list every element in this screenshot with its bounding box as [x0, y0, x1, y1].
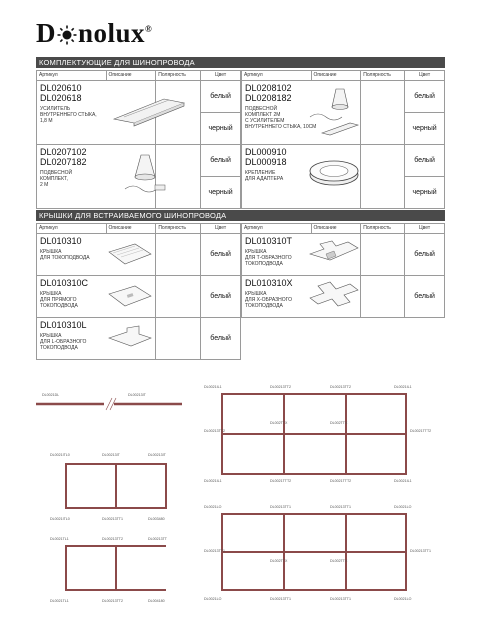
color-white: белый	[201, 234, 241, 276]
header-article: Артикул	[242, 224, 312, 234]
description-line: ПОДВЕСНОЙ	[245, 106, 278, 112]
header-description: Описание	[311, 71, 361, 81]
cover-rect-icon	[105, 240, 155, 270]
header-article: Артикул	[37, 224, 107, 234]
article-number: DL010310X	[245, 278, 293, 288]
cover-t-icon	[306, 240, 362, 270]
diagram-label: DL00213TT1	[330, 505, 351, 509]
covers-table-left	[36, 223, 241, 360]
header-polarity: Полярность	[156, 224, 201, 234]
track-layout-diagrams-right	[200, 380, 450, 610]
diagram-label: DL0021TTT2	[330, 479, 352, 483]
description-line: ДЛЯ АДАПТЕРА	[245, 176, 284, 182]
description-line: ТОКОПОДВОДА	[40, 303, 78, 309]
color-white: белый	[405, 145, 445, 177]
polarity-cell	[156, 318, 201, 360]
accessories-table-left	[36, 70, 241, 209]
diagram-label: DL00213IT	[128, 393, 146, 397]
article-number: DL010310L	[40, 320, 87, 330]
article-number: DL020618	[40, 93, 82, 103]
header-article: Артикул	[37, 71, 107, 81]
accessories-table-right	[241, 70, 445, 209]
section-accessories-title: КОМПЛЕКТУЮЩИЕ ДЛЯ ШИНОПРОВОДА	[36, 57, 445, 68]
diagram-label: DL0021DL	[42, 393, 60, 397]
color-black: черный	[201, 113, 241, 145]
color-black: черный	[201, 177, 241, 209]
diagram-label: DL00213TT2	[270, 385, 291, 389]
article-number: DL0207182	[40, 157, 87, 167]
article-number: DL010310	[40, 236, 82, 246]
diagram-label: DL00213TT1	[270, 505, 291, 509]
polarity-cell	[361, 234, 405, 276]
brand-suffix: nolux	[78, 18, 146, 48]
header-color: Цвет	[201, 224, 241, 234]
registered-mark: ®	[145, 24, 153, 34]
diagram-label: DL0021ITL0	[50, 517, 70, 521]
color-white: белый	[201, 81, 241, 113]
diagram-label: DL00213IT	[102, 453, 120, 457]
polarity-cell	[156, 234, 201, 276]
brand-prefix: D	[36, 18, 56, 48]
covers-table-right	[241, 223, 445, 318]
color-white: белый	[201, 276, 241, 318]
color-black: черный	[405, 177, 445, 209]
diagram-label: DL00213TT1	[410, 549, 431, 553]
cover-x-icon	[306, 280, 362, 314]
product-cell	[242, 145, 361, 209]
description-line: КРЫШКА	[245, 249, 267, 255]
product-cell	[37, 276, 156, 318]
cover-straight-icon	[105, 282, 155, 312]
header-description: Описание	[106, 71, 156, 81]
description-line: КРЫШКА	[40, 333, 62, 339]
suspension-kit-reinforcement-icon	[302, 83, 362, 141]
adapter-mount-disc-icon	[306, 153, 362, 193]
description-line: ДЛЯ ПРЯМОГО	[40, 297, 77, 303]
header-polarity: Полярность	[361, 71, 405, 81]
diagram-label: DL0021IL1	[204, 385, 222, 389]
diagram-label: DL00213TT	[148, 537, 167, 541]
product-cell	[242, 234, 361, 276]
diagram-label: DL0021TL1	[50, 599, 69, 603]
description-line: КРЫШКА	[40, 291, 62, 297]
description-line: КРЫШКА	[40, 249, 62, 255]
polarity-cell	[361, 81, 405, 145]
product-cell	[37, 81, 156, 145]
description-line: КОМПЛЕКТ 2М	[245, 112, 281, 118]
diagram-label: DL0021IL1	[204, 479, 222, 483]
polarity-cell	[361, 276, 405, 318]
diagram-label: DL0021ITL0	[50, 453, 70, 457]
diagram-label: DL0021LO	[204, 505, 222, 509]
color-white: белый	[201, 318, 241, 360]
header-color: Цвет	[405, 224, 445, 234]
diagram-label: DL00213TT2	[102, 599, 123, 603]
description-line: ВНУТРЕННЕГО СТЫКА,	[40, 112, 97, 118]
diagram-label: DL003480	[148, 517, 165, 521]
article-number: DL010310C	[40, 278, 89, 288]
description-line: ДЛЯ ТОКОПОДВОДА	[40, 255, 90, 261]
section-covers-title: КРЫШКИ ДЛЯ ВСТРАИВАЕМОГО ШИНОПРОВОДА	[36, 210, 445, 221]
color-white: белый	[405, 276, 445, 318]
diagram-label: DL00213TT1	[270, 597, 291, 601]
diagram-label: DL00213TT2	[330, 385, 351, 389]
diagram-label: DL00213TT1	[102, 517, 123, 521]
header-description: Описание	[106, 224, 156, 234]
article-number: DL0207102	[40, 147, 87, 157]
description-line: ДЛЯ Т-ОБРАЗНОГО	[245, 255, 292, 261]
product-cell	[242, 81, 361, 145]
color-white: белый	[405, 81, 445, 113]
product-cell	[242, 276, 361, 318]
diagram-label: DL0021IL1	[394, 479, 412, 483]
header-polarity: Полярность	[156, 71, 201, 81]
article-number: DL0208182	[245, 93, 292, 103]
diagram-label: DL00213TT1	[330, 597, 351, 601]
product-cell	[37, 318, 156, 360]
description-line: ДЛЯ Х-ОБРАЗНОГО	[245, 297, 292, 303]
diagram-label: DL004180	[148, 599, 165, 603]
diagram-label: DL0021TTT2	[270, 479, 292, 483]
description-line: ПОДВЕСНОЙ	[40, 170, 73, 176]
diagram-label: DL002TTX	[330, 421, 348, 425]
diagram-label: DL00213TT2	[102, 537, 123, 541]
product-cell	[37, 234, 156, 276]
description-line: 2 М	[40, 182, 49, 188]
article-number: DL0208102	[245, 83, 292, 93]
diagram-label: DL0021TTT2	[410, 429, 432, 433]
description-line: УСИЛИТЕЛЬ	[40, 106, 71, 112]
diagram-label: DL0021IL1	[394, 385, 412, 389]
article-number: DL010310T	[245, 236, 293, 246]
polarity-cell	[361, 145, 405, 209]
description-line: ДЛЯ L-ОБРАЗНОГО	[40, 339, 87, 345]
description-line: ТОКОПОДВОДА	[40, 345, 78, 351]
header-description: Описание	[311, 224, 361, 234]
diagram-label: DL002TTX	[270, 559, 288, 563]
suspension-kit-cone-icon	[115, 149, 175, 199]
header-article: Артикул	[242, 71, 312, 81]
description-line: ТОКОПОДВОДА	[245, 261, 283, 267]
description-line: КРЫШКА	[245, 291, 267, 297]
article-number: DL000918	[245, 157, 287, 167]
description-line: ВНУТРЕННЕГО СТЫКА, 10СМ	[245, 124, 317, 130]
color-white: белый	[405, 234, 445, 276]
brand-logo	[36, 18, 152, 49]
diagram-label: DL0021TL1	[50, 537, 69, 541]
diagram-label: DL00213TT1	[204, 549, 225, 553]
color-white: белый	[201, 145, 241, 177]
header-color: Цвет	[201, 71, 241, 81]
description-line: С УСИЛИТЕЛЕМ	[245, 118, 285, 124]
diagram-label: DL00213IT	[148, 453, 166, 457]
color-black: черный	[405, 113, 445, 145]
header-color: Цвет	[405, 71, 445, 81]
diagram-label: DL0021LO	[394, 505, 412, 509]
description-line: 1,8 М	[40, 118, 53, 124]
header-polarity: Полярность	[361, 224, 405, 234]
diagram-label: DL0021LO	[204, 597, 222, 601]
product-cell	[37, 145, 156, 209]
description-line: КОМПЛЕКТ,	[40, 176, 68, 182]
diagram-label: DL0021LO	[394, 597, 412, 601]
cover-l-icon	[105, 324, 155, 354]
diagram-label: DL00213TT2	[204, 429, 225, 433]
description-line: КРЕПЛЕНИЕ	[245, 170, 276, 176]
diagram-label: DL002TTX	[330, 559, 348, 563]
diagram-label: DL002TTX	[270, 421, 288, 425]
article-number: DL000910	[245, 147, 287, 157]
sun-logo-icon	[57, 21, 77, 41]
article-number: DL020610	[40, 83, 82, 93]
polarity-cell	[156, 276, 201, 318]
track-joint-reinforcement-icon	[109, 91, 189, 131]
description-line: ТОКОПОДВОДА	[245, 303, 283, 309]
